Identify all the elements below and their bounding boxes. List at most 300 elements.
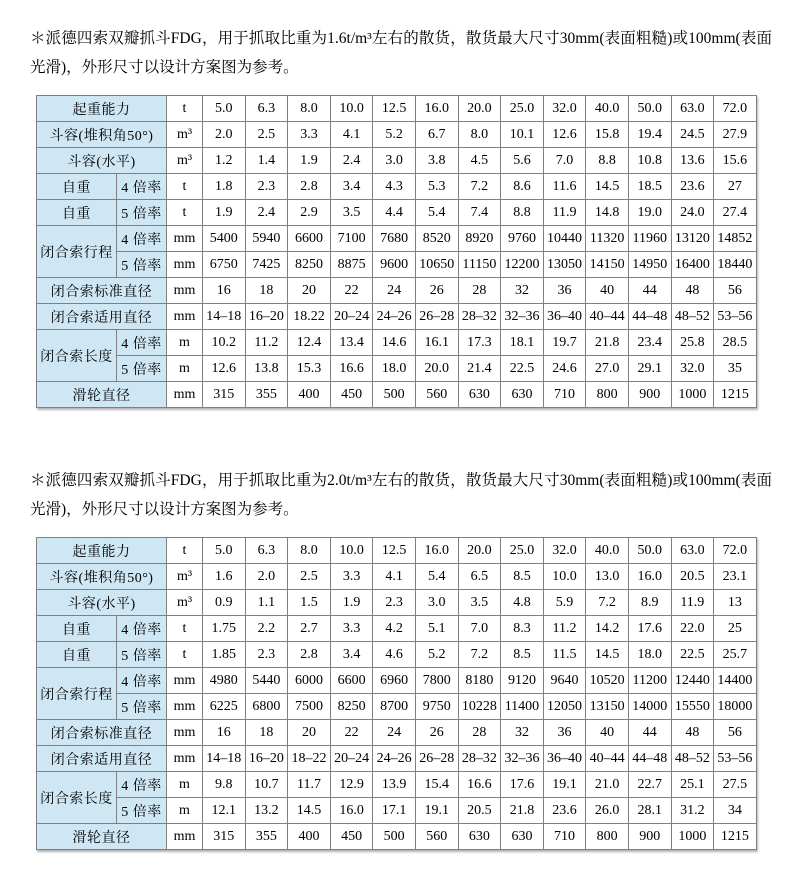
value-cell: 1.2 [203, 148, 246, 174]
value-cell: 7.2 [586, 590, 629, 616]
value-cell: 1.8 [203, 174, 246, 200]
value-cell: 12.6 [543, 122, 586, 148]
row-label: 闭合索适用直径 [37, 304, 167, 330]
value-cell: 17.3 [458, 330, 501, 356]
value-cell: 20 [288, 720, 331, 746]
table-row [37, 382, 757, 408]
value-cell: 7680 [373, 226, 416, 252]
value-cell: 4.6 [373, 642, 416, 668]
value-cell: 315 [203, 382, 246, 408]
value-cell: 56 [714, 278, 757, 304]
value-cell: 11.6 [543, 174, 586, 200]
value-cell: 24.6 [543, 356, 586, 382]
value-cell: 8.3 [501, 616, 544, 642]
value-cell: 4980 [203, 668, 246, 694]
value-cell: 6750 [203, 252, 246, 278]
value-cell: 26 [415, 278, 458, 304]
value-cell: 48 [671, 720, 714, 746]
row-label: 闭合索适用直径 [37, 746, 167, 772]
value-cell: 14.5 [288, 798, 331, 824]
value-cell: 6960 [373, 668, 416, 694]
row-sublabel: 4 倍率 [117, 330, 167, 356]
value-cell: 20.5 [671, 564, 714, 590]
value-cell: 900 [628, 824, 671, 850]
value-cell: 3.3 [330, 616, 373, 642]
table-row [37, 226, 757, 252]
row-label: 滑轮直径 [37, 382, 167, 408]
value-cell: 16.6 [458, 772, 501, 798]
row-sublabel: 5 倍率 [117, 252, 167, 278]
value-cell: 32.0 [543, 538, 586, 564]
unit-cell: mm [167, 694, 203, 720]
value-cell: 48 [671, 278, 714, 304]
value-cell: 11400 [501, 694, 544, 720]
value-cell: 6800 [245, 694, 288, 720]
value-cell: 18–22 [288, 746, 331, 772]
value-cell: 18000 [714, 694, 757, 720]
value-cell: 8875 [330, 252, 373, 278]
unit-cell: mm [167, 668, 203, 694]
value-cell: 6.7 [415, 122, 458, 148]
value-cell: 11320 [586, 226, 629, 252]
value-cell: 40.0 [586, 538, 629, 564]
value-cell: 5.2 [415, 642, 458, 668]
value-cell: 3.5 [458, 590, 501, 616]
table-row [37, 200, 757, 226]
value-cell: 4.3 [373, 174, 416, 200]
value-cell: 3.8 [415, 148, 458, 174]
table-row [37, 642, 757, 668]
value-cell: 72.0 [714, 96, 757, 122]
value-cell: 21.8 [586, 330, 629, 356]
value-cell: 13 [714, 590, 757, 616]
value-cell: 14–18 [203, 746, 246, 772]
value-cell: 22.5 [501, 356, 544, 382]
value-cell: 36 [543, 278, 586, 304]
value-cell: 26–28 [415, 304, 458, 330]
value-cell: 21.4 [458, 356, 501, 382]
value-cell: 24.5 [671, 122, 714, 148]
value-cell: 5.6 [501, 148, 544, 174]
value-cell: 800 [586, 824, 629, 850]
table-row [37, 590, 757, 616]
value-cell: 1.75 [203, 616, 246, 642]
table-row [37, 122, 757, 148]
value-cell: 7.0 [458, 616, 501, 642]
value-cell: 900 [628, 382, 671, 408]
value-cell: 2.4 [330, 148, 373, 174]
value-cell: 34 [714, 798, 757, 824]
value-cell: 24–26 [373, 746, 416, 772]
value-cell: 31.2 [671, 798, 714, 824]
value-cell: 14.2 [586, 616, 629, 642]
value-cell: 6600 [288, 226, 331, 252]
value-cell: 315 [203, 824, 246, 850]
value-cell: 3.0 [415, 590, 458, 616]
spec-section-2.0t [30, 466, 772, 850]
row-sublabel: 4 倍率 [117, 772, 167, 798]
value-cell: 17.6 [628, 616, 671, 642]
value-cell: 3.4 [330, 642, 373, 668]
value-cell: 6000 [288, 668, 331, 694]
value-cell: 29.1 [628, 356, 671, 382]
value-cell: 1215 [714, 824, 757, 850]
value-cell: 3.4 [330, 174, 373, 200]
value-cell: 40 [586, 278, 629, 304]
value-cell: 22.0 [671, 616, 714, 642]
value-cell: 18.22 [288, 304, 331, 330]
value-cell: 1.1 [245, 590, 288, 616]
value-cell: 40–44 [586, 304, 629, 330]
value-cell: 27.5 [714, 772, 757, 798]
value-cell: 16–20 [245, 746, 288, 772]
value-cell: 35 [714, 356, 757, 382]
value-cell: 32 [501, 720, 544, 746]
value-cell: 11.9 [671, 590, 714, 616]
value-cell: 28.5 [714, 330, 757, 356]
value-cell: 16.0 [415, 538, 458, 564]
unit-cell: t [167, 616, 203, 642]
value-cell: 12440 [671, 668, 714, 694]
unit-cell: m [167, 330, 203, 356]
value-cell: 7500 [288, 694, 331, 720]
value-cell: 36–40 [543, 304, 586, 330]
value-cell: 4.1 [330, 122, 373, 148]
value-cell: 9.8 [203, 772, 246, 798]
value-cell: 11.2 [245, 330, 288, 356]
table-row [37, 720, 757, 746]
value-cell: 5400 [203, 226, 246, 252]
row-label: 闭合索行程 [37, 668, 117, 720]
value-cell: 355 [245, 382, 288, 408]
value-cell: 9760 [501, 226, 544, 252]
value-cell: 500 [373, 382, 416, 408]
value-cell: 16 [203, 278, 246, 304]
value-cell: 56 [714, 720, 757, 746]
value-cell: 5.0 [203, 96, 246, 122]
unit-cell: t [167, 538, 203, 564]
value-cell: 12.9 [330, 772, 373, 798]
row-label: 斗容(水平) [37, 148, 167, 174]
value-cell: 20.5 [458, 798, 501, 824]
value-cell: 7.0 [543, 148, 586, 174]
value-cell: 19.1 [415, 798, 458, 824]
value-cell: 5.2 [373, 122, 416, 148]
value-cell: 18.0 [373, 356, 416, 382]
value-cell: 53–56 [714, 304, 757, 330]
row-label: 自重 [37, 174, 117, 200]
value-cell: 8180 [458, 668, 501, 694]
value-cell: 15.6 [714, 148, 757, 174]
table-row [37, 668, 757, 694]
value-cell: 400 [288, 382, 331, 408]
value-cell: 10650 [415, 252, 458, 278]
value-cell: 5440 [245, 668, 288, 694]
value-cell: 18.5 [628, 174, 671, 200]
unit-cell: m [167, 798, 203, 824]
value-cell: 17.6 [501, 772, 544, 798]
unit-cell: m³ [167, 590, 203, 616]
value-cell: 26–28 [415, 746, 458, 772]
value-cell: 500 [373, 824, 416, 850]
value-cell: 10228 [458, 694, 501, 720]
value-cell: 7.2 [458, 174, 501, 200]
value-cell: 19.0 [628, 200, 671, 226]
value-cell: 14150 [586, 252, 629, 278]
unit-cell: mm [167, 252, 203, 278]
value-cell: 8.8 [501, 200, 544, 226]
value-cell: 9600 [373, 252, 416, 278]
value-cell: 22 [330, 278, 373, 304]
value-cell: 800 [586, 382, 629, 408]
value-cell: 11.2 [543, 616, 586, 642]
unit-cell: mm [167, 746, 203, 772]
value-cell: 53–56 [714, 746, 757, 772]
table-row [37, 538, 757, 564]
value-cell: 26.0 [586, 798, 629, 824]
value-cell: 22.7 [628, 772, 671, 798]
row-label: 闭合索长度 [37, 330, 117, 382]
table-row [37, 564, 757, 590]
unit-cell: m³ [167, 122, 203, 148]
value-cell: 7425 [245, 252, 288, 278]
value-cell: 3.3 [330, 564, 373, 590]
value-cell: 10.8 [628, 148, 671, 174]
value-cell: 2.0 [245, 564, 288, 590]
unit-cell: mm [167, 824, 203, 850]
value-cell: 14852 [714, 226, 757, 252]
value-cell: 6.3 [245, 96, 288, 122]
value-cell: 5940 [245, 226, 288, 252]
value-cell: 24 [373, 278, 416, 304]
value-cell: 8920 [458, 226, 501, 252]
value-cell: 15.3 [288, 356, 331, 382]
row-label: 滑轮直径 [37, 824, 167, 850]
value-cell: 48–52 [671, 746, 714, 772]
value-cell: 44–48 [628, 746, 671, 772]
value-cell: 18 [245, 278, 288, 304]
spec-table-2.0t [36, 537, 757, 850]
unit-cell: t [167, 96, 203, 122]
value-cell: 7.4 [458, 200, 501, 226]
value-cell: 14–18 [203, 304, 246, 330]
value-cell: 16.0 [330, 798, 373, 824]
value-cell: 10.0 [330, 538, 373, 564]
value-cell: 8.0 [458, 122, 501, 148]
row-sublabel: 5 倍率 [117, 642, 167, 668]
value-cell: 11150 [458, 252, 501, 278]
value-cell: 5.3 [415, 174, 458, 200]
value-cell: 2.9 [288, 200, 331, 226]
value-cell: 11.5 [543, 642, 586, 668]
value-cell: 2.0 [203, 122, 246, 148]
value-cell: 2.3 [245, 642, 288, 668]
value-cell: 13.4 [330, 330, 373, 356]
value-cell: 12.4 [288, 330, 331, 356]
value-cell: 14.6 [373, 330, 416, 356]
value-cell: 17.1 [373, 798, 416, 824]
value-cell: 400 [288, 824, 331, 850]
value-cell: 28.1 [628, 798, 671, 824]
value-cell: 36 [543, 720, 586, 746]
value-cell: 63.0 [671, 538, 714, 564]
row-sublabel: 4 倍率 [117, 174, 167, 200]
unit-cell: m³ [167, 564, 203, 590]
value-cell: 13.9 [373, 772, 416, 798]
value-cell: 1.9 [288, 148, 331, 174]
value-cell: 16 [203, 720, 246, 746]
value-cell: 16400 [671, 252, 714, 278]
value-cell: 630 [501, 382, 544, 408]
value-cell: 2.5 [245, 122, 288, 148]
value-cell: 14400 [714, 668, 757, 694]
value-cell: 27 [714, 174, 757, 200]
value-cell: 2.7 [288, 616, 331, 642]
value-cell: 44 [628, 278, 671, 304]
value-cell: 5.9 [543, 590, 586, 616]
value-cell: 5.4 [415, 200, 458, 226]
value-cell: 1215 [714, 382, 757, 408]
value-cell: 8520 [415, 226, 458, 252]
value-cell: 27.0 [586, 356, 629, 382]
value-cell: 14.5 [586, 642, 629, 668]
value-cell: 8.8 [586, 148, 629, 174]
value-cell: 27.9 [714, 122, 757, 148]
value-cell: 13.8 [245, 356, 288, 382]
value-cell: 6.3 [245, 538, 288, 564]
value-cell: 1.85 [203, 642, 246, 668]
value-cell: 16.0 [628, 564, 671, 590]
value-cell: 450 [330, 382, 373, 408]
value-cell: 11.7 [288, 772, 331, 798]
value-cell: 20.0 [458, 538, 501, 564]
value-cell: 44 [628, 720, 671, 746]
value-cell: 8.5 [501, 642, 544, 668]
value-cell: 13.2 [245, 798, 288, 824]
value-cell: 32–36 [501, 746, 544, 772]
value-cell: 12.5 [373, 96, 416, 122]
value-cell: 8.6 [501, 174, 544, 200]
table-row [37, 278, 757, 304]
value-cell: 1.9 [203, 200, 246, 226]
value-cell: 3.3 [288, 122, 331, 148]
value-cell: 24–26 [373, 304, 416, 330]
value-cell: 32–36 [501, 304, 544, 330]
value-cell: 32 [501, 278, 544, 304]
row-label: 自重 [37, 200, 117, 226]
value-cell: 1.9 [330, 590, 373, 616]
value-cell: 6225 [203, 694, 246, 720]
value-cell: 1.6 [203, 564, 246, 590]
value-cell: 2.8 [288, 642, 331, 668]
value-cell: 25.8 [671, 330, 714, 356]
value-cell: 24.0 [671, 200, 714, 226]
value-cell: 72.0 [714, 538, 757, 564]
value-cell: 21.8 [501, 798, 544, 824]
value-cell: 19.1 [543, 772, 586, 798]
value-cell: 25.7 [714, 642, 757, 668]
value-cell: 18 [245, 720, 288, 746]
value-cell: 1000 [671, 824, 714, 850]
unit-cell: mm [167, 278, 203, 304]
value-cell: 18.0 [628, 642, 671, 668]
value-cell: 10.1 [501, 122, 544, 148]
value-cell: 28 [458, 720, 501, 746]
value-cell: 12050 [543, 694, 586, 720]
table-row [37, 746, 757, 772]
value-cell: 25.0 [501, 96, 544, 122]
value-cell: 630 [501, 824, 544, 850]
unit-cell: mm [167, 304, 203, 330]
table-row [37, 356, 757, 382]
table-row [37, 174, 757, 200]
value-cell: 26 [415, 720, 458, 746]
row-label: 闭合索行程 [37, 226, 117, 278]
value-cell: 630 [458, 824, 501, 850]
value-cell: 5.4 [415, 564, 458, 590]
value-cell: 2.3 [373, 590, 416, 616]
value-cell: 14.8 [586, 200, 629, 226]
value-cell: 10.0 [543, 564, 586, 590]
table-row [37, 304, 757, 330]
row-sublabel: 4 倍率 [117, 668, 167, 694]
value-cell: 10.2 [203, 330, 246, 356]
value-cell: 11.9 [543, 200, 586, 226]
value-cell: 1.4 [245, 148, 288, 174]
value-cell: 8.0 [288, 96, 331, 122]
value-cell: 12200 [501, 252, 544, 278]
value-cell: 8250 [330, 694, 373, 720]
value-cell: 4.1 [373, 564, 416, 590]
value-cell: 2.3 [245, 174, 288, 200]
row-sublabel: 5 倍率 [117, 694, 167, 720]
value-cell: 8.9 [628, 590, 671, 616]
value-cell: 22.5 [671, 642, 714, 668]
value-cell: 560 [415, 824, 458, 850]
value-cell: 710 [543, 824, 586, 850]
table-row [37, 96, 757, 122]
value-cell: 0.9 [203, 590, 246, 616]
value-cell: 10.0 [330, 96, 373, 122]
value-cell: 40 [586, 720, 629, 746]
value-cell: 5.1 [415, 616, 458, 642]
value-cell: 7100 [330, 226, 373, 252]
value-cell: 6.5 [458, 564, 501, 590]
value-cell: 13.0 [586, 564, 629, 590]
value-cell: 355 [245, 824, 288, 850]
unit-cell: mm [167, 226, 203, 252]
value-cell: 13120 [671, 226, 714, 252]
row-label: 斗容(水平) [37, 590, 167, 616]
value-cell: 32.0 [671, 356, 714, 382]
value-cell: 630 [458, 382, 501, 408]
value-cell: 40–44 [586, 746, 629, 772]
value-cell: 25.0 [501, 538, 544, 564]
value-cell: 4.5 [458, 148, 501, 174]
value-cell: 710 [543, 382, 586, 408]
value-cell: 28 [458, 278, 501, 304]
unit-cell: m [167, 356, 203, 382]
value-cell: 3.5 [330, 200, 373, 226]
value-cell: 15.4 [415, 772, 458, 798]
value-cell: 13.6 [671, 148, 714, 174]
value-cell: 16.0 [415, 96, 458, 122]
value-cell: 15550 [671, 694, 714, 720]
value-cell: 1.5 [288, 590, 331, 616]
value-cell: 24 [373, 720, 416, 746]
value-cell: 20.0 [458, 96, 501, 122]
table-row [37, 148, 757, 174]
